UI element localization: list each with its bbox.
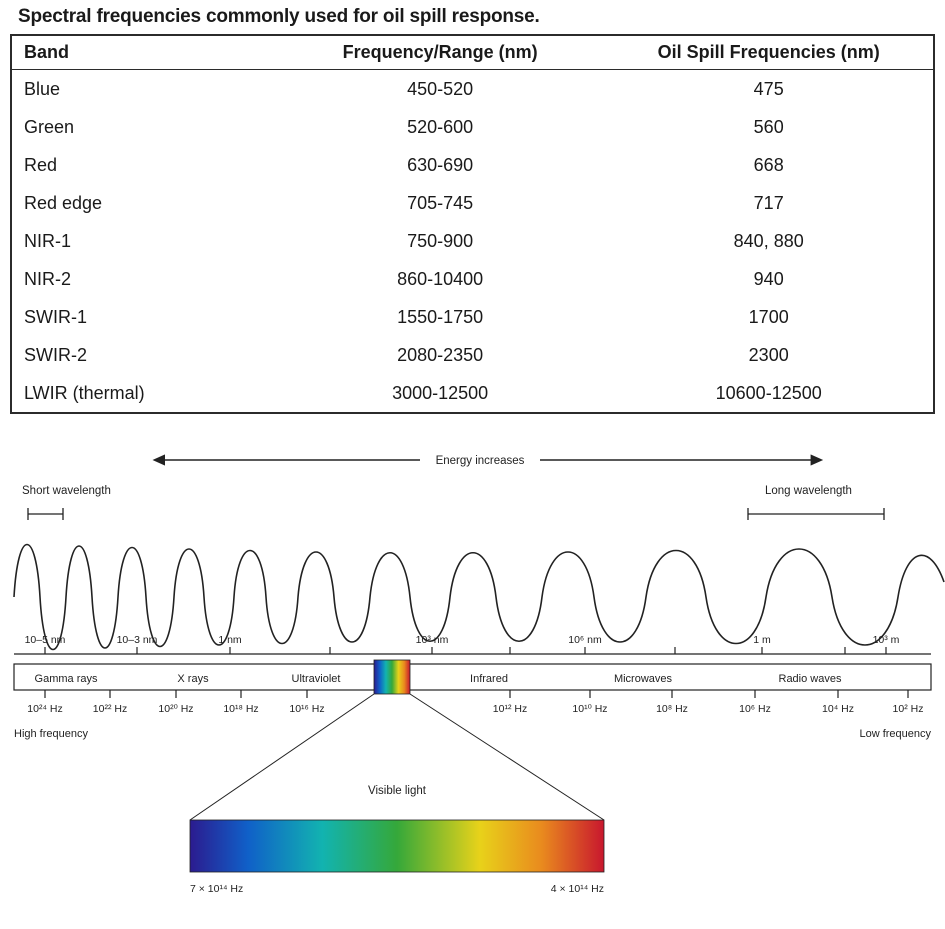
cell-oil: 668 bbox=[753, 154, 784, 175]
region-label: Microwaves bbox=[613, 673, 673, 685]
table-body bbox=[12, 70, 933, 413]
table-row bbox=[12, 146, 933, 184]
wavelength-tick-label: 10⁶ nm bbox=[568, 634, 602, 646]
frequency-tick-labels bbox=[27, 703, 923, 715]
frequency-tick-label: 10¹⁸ Hz bbox=[223, 703, 259, 715]
wavelength-tick-label: 10³ m bbox=[872, 634, 900, 646]
visible-light-spectrum-bar bbox=[190, 820, 604, 872]
long-wavelength-bracket bbox=[748, 508, 884, 520]
low-frequency-label: Low frequency bbox=[859, 728, 931, 740]
wavelength-tick-labels bbox=[25, 634, 900, 646]
cell-range: 1550-1750 bbox=[397, 306, 484, 327]
cell-band: SWIR-1 bbox=[24, 306, 87, 327]
energy-increases-label: Energy increases bbox=[435, 455, 525, 467]
visible-left-frequency-label: 7 × 10¹⁴ Hz bbox=[190, 883, 244, 895]
spectral-table-container bbox=[10, 34, 935, 414]
table-row bbox=[12, 108, 933, 146]
table-row bbox=[12, 298, 933, 336]
column-header-band: Band bbox=[12, 36, 276, 70]
cell-band: NIR-1 bbox=[24, 230, 72, 251]
visible-right-frequency-label: 4 × 10¹⁴ Hz bbox=[550, 883, 604, 895]
region-label: Radio waves bbox=[778, 673, 842, 685]
cell-range: 630-690 bbox=[407, 154, 474, 175]
table-row bbox=[12, 184, 933, 222]
wavelength-tick-label: 1 m bbox=[753, 634, 771, 646]
long-wavelength-label: Long wavelength bbox=[765, 485, 852, 497]
cell-oil: 1700 bbox=[748, 306, 789, 327]
cell-range: 2080-2350 bbox=[397, 344, 484, 365]
region-label: X rays bbox=[177, 673, 209, 685]
frequency-tick-label: 10¹² Hz bbox=[492, 703, 528, 715]
table-row bbox=[12, 336, 933, 374]
frequency-tick-label: 10²⁰ Hz bbox=[158, 703, 194, 715]
spectral-table bbox=[12, 36, 933, 412]
column-header-range: Frequency/Range (nm) bbox=[276, 36, 605, 70]
cell-band: Red bbox=[24, 154, 58, 175]
electromagnetic-spectrum-figure bbox=[0, 432, 945, 902]
wavelength-tick-label: 10–3 nm bbox=[116, 634, 158, 646]
short-wavelength-bracket bbox=[28, 508, 63, 520]
cell-oil: 840, 880 bbox=[733, 230, 804, 251]
high-frequency-label: High frequency bbox=[14, 728, 88, 740]
cell-band: Blue bbox=[24, 78, 61, 99]
column-header-oil: Oil Spill Frequencies (nm) bbox=[604, 36, 933, 70]
table-row bbox=[12, 260, 933, 298]
frequency-tick-label: 10²⁴ Hz bbox=[27, 703, 63, 715]
wavelength-tick-label: 1 nm bbox=[218, 634, 242, 646]
visible-light-label: Visible light bbox=[368, 785, 426, 797]
page-title: Spectral frequencies commonly used for oil spill response. bbox=[18, 6, 540, 27]
cell-range: 520-600 bbox=[407, 116, 474, 137]
short-wavelength-label: Short wavelength bbox=[22, 485, 111, 497]
cell-oil: 940 bbox=[753, 268, 784, 289]
cell-oil: 10600-12500 bbox=[715, 382, 822, 403]
cell-band: SWIR-2 bbox=[24, 344, 87, 365]
table-row bbox=[12, 222, 933, 260]
cell-band: NIR-2 bbox=[24, 268, 72, 289]
cell-range: 750-900 bbox=[407, 230, 474, 251]
cell-range: 705-745 bbox=[407, 192, 474, 213]
cell-range: 450-520 bbox=[407, 78, 474, 99]
frequency-tick-label: 10¹⁰ Hz bbox=[572, 703, 608, 715]
frequency-tick-label: 10² Hz bbox=[892, 703, 924, 715]
table-row bbox=[12, 70, 933, 109]
frequency-tick-label: 10⁴ Hz bbox=[822, 703, 854, 715]
wavelength-tick-label: 10–5 nm bbox=[24, 634, 66, 646]
frequency-axis-ticks bbox=[45, 690, 908, 698]
cell-oil: 475 bbox=[753, 78, 784, 99]
cell-range: 3000-12500 bbox=[392, 382, 489, 403]
cell-band: Green bbox=[24, 116, 75, 137]
table-row bbox=[12, 374, 933, 412]
cell-range: 860-10400 bbox=[397, 268, 484, 289]
region-label: Ultraviolet bbox=[291, 673, 341, 685]
region-label: Infrared bbox=[470, 673, 508, 685]
cell-oil: 2300 bbox=[748, 344, 789, 365]
table-header-row bbox=[12, 36, 933, 70]
region-label: Gamma rays bbox=[34, 673, 98, 685]
frequency-tick-label: 10²² Hz bbox=[92, 703, 128, 715]
cell-oil: 717 bbox=[753, 192, 784, 213]
wavelength-tick-label: 10³ nm bbox=[415, 634, 449, 646]
frequency-tick-label: 10¹⁶ Hz bbox=[289, 703, 325, 715]
wavelength-axis bbox=[14, 647, 931, 654]
cell-band: LWIR (thermal) bbox=[24, 382, 145, 403]
cell-band: Red edge bbox=[24, 192, 103, 213]
frequency-tick-label: 10⁶ Hz bbox=[739, 703, 771, 715]
cell-oil: 560 bbox=[753, 116, 784, 137]
frequency-tick-label: 10⁸ Hz bbox=[656, 703, 688, 715]
